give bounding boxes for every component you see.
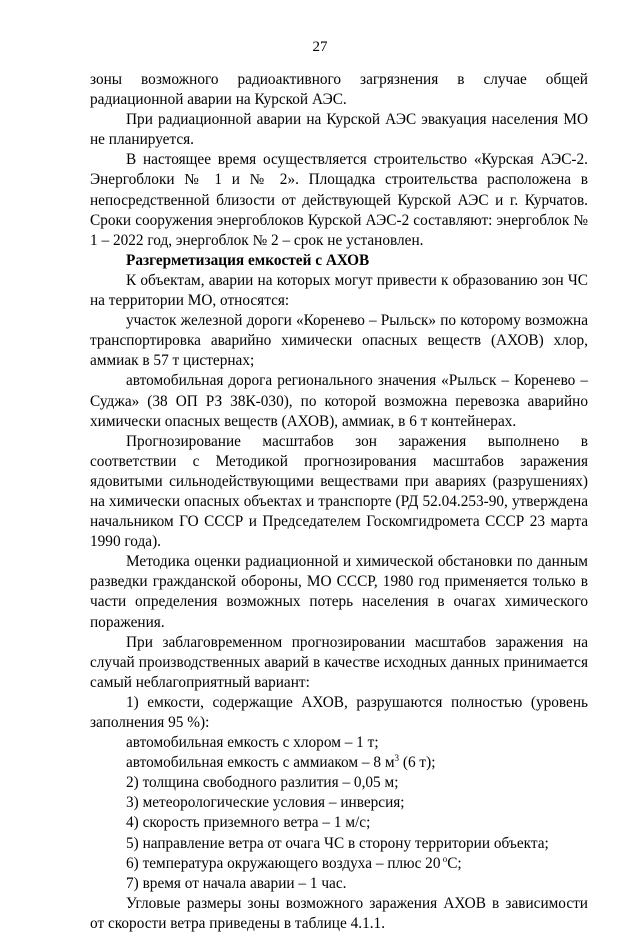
- paragraph-initial-data-intro: При заблаговременном прогнозировании масштабов заражения на случай производственных аварий в качестве исходных данных принимается самый неблагоприятный вариант:: [90, 633, 588, 691]
- paragraph-no-evacuation: При радиационной аварии на Курской АЭС эвакуация населения МО не планируется.: [90, 111, 588, 149]
- temperature-unit: С;: [447, 854, 462, 872]
- list-item-3-weather: 3) метеорологические условия – инверсия;: [126, 794, 405, 812]
- temperature-text: 6) температура окружающего воздуха – плюс 20: [126, 854, 441, 872]
- ammonia-mass: (6 т);: [399, 754, 436, 772]
- degree-superscript: о: [440, 853, 448, 864]
- paragraph-railway-section: участок железной дороги «Коренево – Рыльск» по которому возможна транспортировка аварийно химически опасных веществ (АХОВ) хлор, аммиак в 57 т цистернах;: [90, 312, 588, 370]
- paragraph-assessment-method: Методика оценки радиационной и химической обстановки по данным разведки гражданской обороны, МО СССР, 1980 год применяется только в части определения возможных потерь населения в очагах химического поражения.: [90, 553, 588, 631]
- list-item-5-wind-direction: 5) направление ветра от очага ЧС в сторону территории объекта;: [126, 834, 549, 852]
- paragraph-forecasting-method: Прогнозирование масштабов зон заражения выполнено в соответствии с Методикой прогнозирования масштабов заражения ядовитыми сильнодействующими веществами при авариях (разрушениях) на химически опасных объектах и транспорте (РД 52.04.253-90, утверждена начальником ГО СССР и Председателем Госкомгидромета СССР 23 марта 1990 года).: [90, 432, 588, 551]
- ammonia-text: автомобильная емкость с аммиаком – 8 м: [126, 754, 395, 772]
- list-item-1-containers: 1) емкости, содержащие АХОВ, разрушаются полностью (уровень заполнения 95 %):: [90, 693, 588, 731]
- list-item-4-wind-speed: 4) скорость приземного ветра – 1 м/с;: [126, 814, 371, 832]
- paragraph-kursk-npp-2: В настоящее время осуществляется строительство «Курская АЭС-2. Энергоблоки № 1 и № 2». Площадка строительства расположена в непосредственной близости от действующей Курской АЭС и г. Курчатов. Сроки сооружения энергоблоков Курской АЭС-2 составляют: энергоблок № 1 – 2022 год, энергоблок № 2 – срок не установлен.: [90, 151, 588, 249]
- list-item-7-time: 7) время от начала аварии – 1 час.: [126, 874, 347, 892]
- page-number: 27: [312, 39, 328, 55]
- cubic-superscript: 3: [394, 753, 400, 764]
- paragraph-regional-highway: автомобильная дорога регионального значения «Рыльск – Коренево – Суджа» (38 ОП РЗ 38К-030), по которой возможна перевозка аварийно химически опасных веществ (АХОВ), аммиак, в 6 т контейнерах.: [90, 372, 588, 430]
- list-subitem-ammonia: [90, 753, 588, 773]
- list-item-6-temperature: [90, 854, 588, 874]
- list-subitem-chlorine: автомобильная емкость с хлором – 1 т;: [126, 734, 379, 752]
- list-item-2-spill-thickness: 2) толщина свободного разлития – 0,05 м;: [126, 774, 399, 792]
- paragraph-angular-sizes: Угловые размеры зоны возможного заражения АХОВ в зависимости от скорости ветра приведены в таблице 4.1.1.: [90, 894, 588, 932]
- section-heading-depressurization: Разгерметизация емкостей с АХОВ: [126, 251, 370, 269]
- paragraph-radioactive-zones: зоны возможного радиоактивного загрязнения в случае общей радиационной аварии на Курской АЭС.: [90, 71, 588, 109]
- paragraph-hazard-objects-intro: К объектам, аварии на которых могут привести к образованию зон ЧС на территории МО, относятся:: [90, 271, 588, 310]
